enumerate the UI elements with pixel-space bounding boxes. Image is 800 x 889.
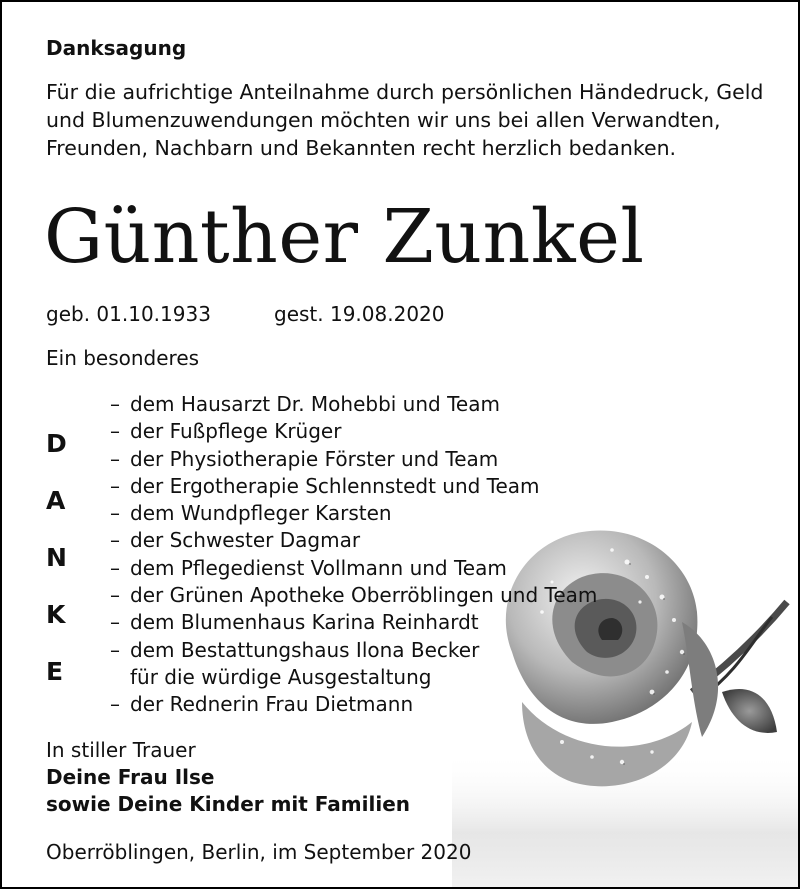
danke-letter: N — [46, 543, 67, 572]
dash: – — [110, 610, 120, 635]
dash: – — [110, 555, 120, 580]
danke-vertical-word — [46, 430, 76, 715]
closing-children: sowie Deine Kinder mit Familien — [46, 792, 411, 816]
dash: – — [110, 501, 120, 526]
deceased-name: Günther Zunkel — [44, 194, 645, 280]
dash: – — [110, 419, 120, 444]
list-item: – dem Bestattungshaus Ilona Becker für die würdige Ausgestaltung — [110, 637, 597, 692]
closing-line: In stiller Trauer — [46, 738, 196, 762]
life-dates — [46, 302, 445, 326]
birth-date: geb. 01.10.1933 — [46, 302, 211, 326]
death-date: gest. 19.08.2020 — [274, 302, 445, 326]
dash: – — [110, 446, 120, 471]
list-item: – der Rednerin Frau Dietmann — [110, 691, 597, 718]
list-item: – dem Hausarzt Dr. Mohebbi und Team — [110, 391, 597, 418]
heading: Danksagung — [46, 36, 187, 60]
danke-letter: D — [46, 429, 67, 458]
place-date: Oberröblingen, Berlin, im September 2020 — [46, 840, 472, 864]
list-item: – dem Wundpfleger Karsten — [110, 500, 597, 527]
dash: – — [110, 637, 120, 662]
list-item: – dem Pflegedienst Vollmann und Team — [110, 555, 597, 582]
closing-block — [46, 737, 410, 818]
danke-letter: K — [46, 600, 66, 629]
danke-letter: E — [46, 657, 64, 686]
list-item: – der Ergotherapie Schlennstedt und Team — [110, 473, 597, 500]
intro-text: Für die aufrichtige Anteilnahme durch persönlichen Händedruck, Geld und Blumenzuwendungen möchten wir uns bei allen Verwandten, Freunden, Nachbarn und Bekannten recht herzlich bedanken. — [46, 80, 764, 160]
closing-wife: Deine Frau Ilse — [46, 765, 215, 789]
list-item: – der Physiotherapie Förster und Team — [110, 446, 597, 473]
dash: – — [110, 528, 120, 553]
thanks-intro: Ein besonderes — [46, 346, 200, 370]
list-item: – der Schwester Dagmar — [110, 527, 597, 554]
list-item-continuation: für die würdige Ausgestaltung — [130, 664, 432, 689]
list-item: – dem Blumenhaus Karina Reinhardt — [110, 609, 597, 636]
danke-letter: A — [46, 486, 66, 515]
thanks-list — [110, 391, 597, 719]
list-item: – der Fußpflege Krüger — [110, 418, 597, 445]
dash: – — [110, 583, 120, 608]
dash: – — [110, 392, 120, 416]
list-item: – der Grünen Apotheke Oberröblingen und Team — [110, 582, 597, 609]
dash: – — [110, 473, 120, 498]
dash: – — [110, 692, 120, 717]
